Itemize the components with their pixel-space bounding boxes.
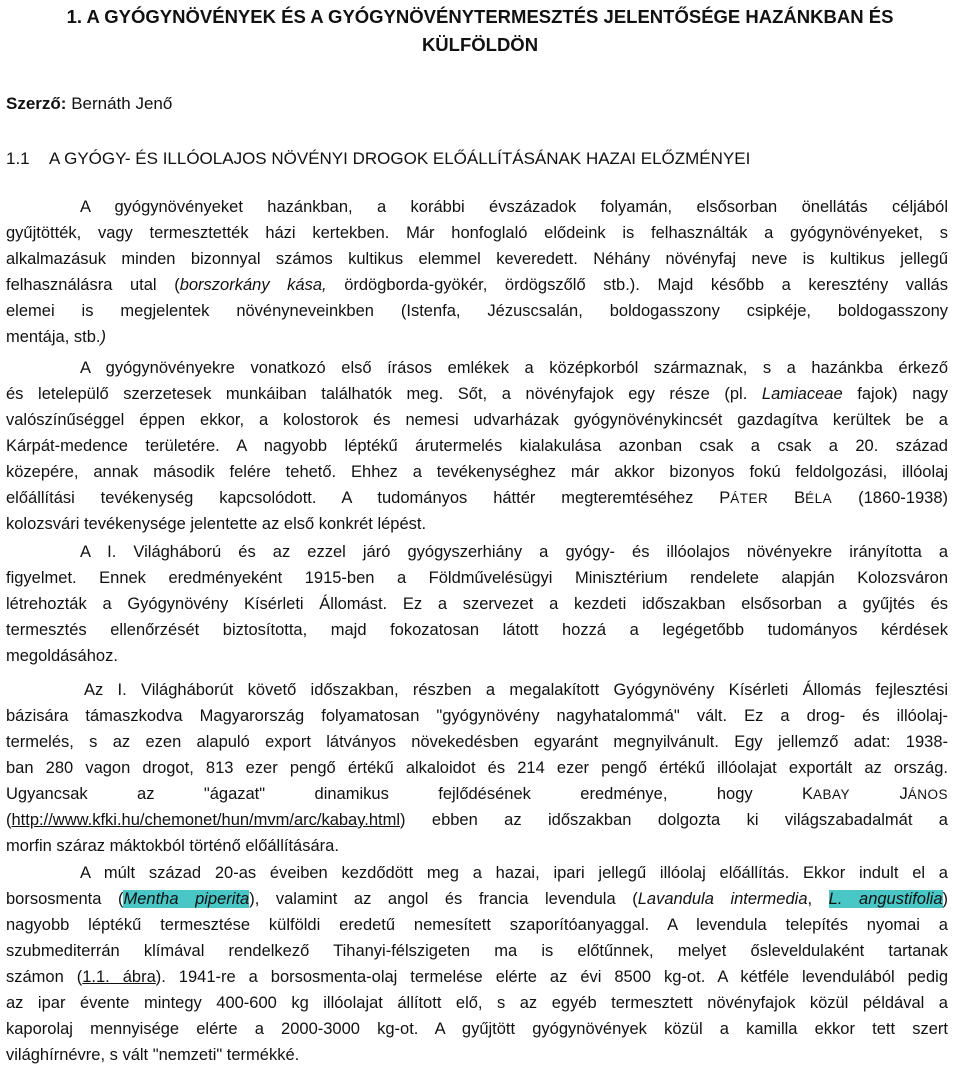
text-run: fajok) nagy (842, 385, 949, 403)
text-run: ) (942, 890, 948, 908)
highlighted-term: L. angustifolia (828, 890, 943, 908)
section-heading (6, 148, 750, 170)
text-run: számon ( (6, 968, 83, 986)
paragraph-line: Kárpát-medence területére. A nagyobb léptékű árutermelés kialakulása azonban csak a csak a 20. század (6, 437, 948, 455)
text-run: borsosmenta ( (6, 890, 124, 908)
paragraph-line: megoldásához. (6, 647, 118, 665)
author-label: Szerző: (6, 94, 67, 113)
text-run: ördögborda-gyökér, ördögszőlő stb.). Majd később a keresztény vallás (326, 276, 948, 294)
paragraph-line: kaporolaj mennyisége elérte a 2000-3000 kg-ot. A gyűjtött gyógynövények közül a kamilla ekkor tett szert (6, 1020, 948, 1038)
paragraph-line (6, 781, 948, 807)
chapter-title-line-1: 1. A GYÓGYNÖVÉNYEK ÉS A GYÓGYNÖVÉNYTERMESZTÉS JELENTŐSÉGE HAZÁNKBAN ÉS (66, 6, 894, 27)
paragraph-line: közepére, annak második felére tehető. Ehhez a tevékenységhez már akkor bizonyos fokú feldolgozási, illóolaj (6, 463, 948, 481)
italic-text: Lamiaceae (761, 385, 843, 403)
chapter-title (0, 3, 960, 59)
text-run: (1860-1938) (832, 489, 948, 507)
text-run: Ugyancsak az "ágazat" dinamikus fejlődésének eredménye, hogy K (6, 785, 814, 803)
chapter-title-line-2: KÜLFÖLDÖN (421, 34, 539, 55)
paragraph-line (6, 807, 948, 833)
highlighted-term: Mentha piperita (123, 890, 250, 908)
text-run: ( (6, 811, 12, 829)
kabay-link[interactable]: http://www.kfki.hu/chemonet/hun/mvm/arc/kabay.html (11, 811, 401, 829)
paragraph-line: az ipar évente mintegy 400-600 kg illóolajat állított elő, s az egyéb termesztett növényfajok közül példával a (6, 994, 948, 1012)
paragraph-line: termesztés ellenőrzését biztosította, majd fokozatosan látott hozzá a legégetőbb tudományos kérdések (6, 621, 948, 639)
paragraph-line: bázisára támaszkodva Magyarország folyamatosan "gyógynövény nagyhatalommá" vált. Ez a drog- és illóolaj- (6, 707, 948, 725)
italic-text: ) (100, 328, 106, 346)
paragraph-line: termelés, s az ezen alapuló export látványos növekedésben egyaránt megnyilvánult. Egy jellemző adat: 1938- (6, 733, 948, 751)
text-run: B (768, 489, 806, 507)
small-caps-text: ÁTER (730, 491, 769, 506)
paragraph-line (6, 324, 948, 350)
section-number: 1.1 (6, 149, 30, 168)
paragraph-line (6, 886, 948, 912)
paragraph-line: nagyobb léptékű termesztése külföldi eredetű nemesített szaporítóanyaggal. A levendula telepítés nyomai a (6, 916, 948, 934)
text-run: , (807, 890, 829, 908)
paragraph-line: morfin száraz máktokból történő előállítására. (6, 837, 339, 855)
text-run: J (850, 785, 908, 803)
section-title: A GYÓGY- ÉS ILLÓOLAJOS NÖVÉNYI DROGOK ELŐÁLLÍTÁSÁNAK HAZAI ELŐZMÉNYEI (49, 149, 751, 168)
paragraph-1 (6, 194, 948, 350)
small-caps-text: ÉLA (805, 491, 833, 506)
paragraph-line: A gyógynövényekre vonatkozó első írásos emlékek a középkorból származnak, s a hazánkba érkező (80, 359, 948, 377)
paragraph-line: szubmediterrán klímával rendelkező Tihanyi-félszigeten ma is előtűnnek, melyet ősleveldulaként tartanak (6, 942, 948, 960)
paragraph-line (6, 381, 948, 407)
paragraph-3 (6, 539, 948, 669)
paragraph-4 (6, 677, 948, 859)
italic-text: Lavandula intermedia (637, 890, 808, 908)
author-line (6, 93, 172, 115)
text-run: és letelepülő szerzetesek munkáiban találhatók meg. Sőt, a növényfajok egy része (pl. (6, 385, 762, 403)
small-caps-text: ÁNOS (907, 787, 948, 802)
paragraph-line (6, 485, 948, 511)
small-caps-text: ABAY (813, 787, 851, 802)
paragraph-5 (6, 860, 948, 1068)
paragraph-line: A gyógynövényeket hazánkban, a korábbi évszázadok folyamán, elsősorban önellátás céljából (80, 198, 948, 216)
paragraph-line: Az I. Világháborút követő időszakban, részben a megalakított Gyógynövény Kísérleti Állomás fejlesztési (84, 681, 948, 699)
paragraph-line: gyűjtötték, vagy termesztették házi kertekben. Már honfoglaló elődeink is felhasználták a gyógynövényeket, s (6, 224, 948, 242)
paragraph-line: A múlt század 20-as éveiben kezdődött meg a hazai, ipari jellegű illóolaj előállítás. Ekkor indult el a (80, 864, 948, 882)
text-run: mentája, stb. (6, 328, 101, 346)
paragraph-line: létrehozták a Gyógynövény Kísérleti Állomást. Ez a szervezet a kezdeti időszakban elsősorban a gyűjtés és (6, 595, 948, 613)
text-run: ) ebben az időszakban dolgozta ki világszabadalmát a (400, 811, 948, 829)
paragraph-line: kolozsvári tevékenysége jelentette az első konkrét lépést. (6, 515, 427, 533)
paragraph-line (6, 272, 948, 298)
paragraph-line: ban 280 vagon drogot, 813 ezer pengő értékű alkaloidot és 214 ezer pengő értékű illóolajat exportált az ország. (6, 759, 948, 777)
text-run: ). 1941-re a borsosmenta-olaj termelése elérte az évi 8500 kg-ot. A kétféle levendulából pedig (155, 968, 948, 986)
paragraph-line: valószínűséggel éppen ekkor, a kolostorok és nemesi udvarházak gyógynövénykincsét gazdagítva kerültek be a (6, 411, 948, 429)
text-run: felhasználásra utal ( (6, 276, 180, 294)
text-run: előállítási tevékenység kapcsolódott. A tudományos háttér megteremtéséhez P (6, 489, 731, 507)
paragraph-line: A I. Világháború és az ezzel járó gyógyszerhiány a gyógy- és illóolajos növényekre irányította a (80, 543, 948, 561)
text-run: ), valamint az angol és francia levendula ( (249, 890, 638, 908)
author-name: Bernáth Jenő (66, 94, 173, 113)
figure-link[interactable]: 1.1. ábra (82, 968, 156, 986)
paragraph-line: figyelmet. Ennek eredményeként 1915-ben a Földművelésügyi Minisztérium rendelete alapján Kolozsváron (6, 569, 948, 587)
paragraph-line: alkalmazásuk minden bizonnyal számos kultikus elemmel keveredett. Néhány növényfaj neve is kultikus jellegű (6, 250, 948, 268)
italic-text: borszorkány kása, (179, 276, 327, 294)
paragraph-line (6, 964, 948, 990)
paragraph-2 (6, 355, 948, 537)
paragraph-line: világhírnévre, s vált "nemzeti" termékké. (6, 1046, 300, 1064)
paragraph-line: elemei is megjelentek növényneveinkben (Istenfa, Jézuscsalán, boldogasszony csipkéje, boldogasszony (6, 302, 948, 320)
